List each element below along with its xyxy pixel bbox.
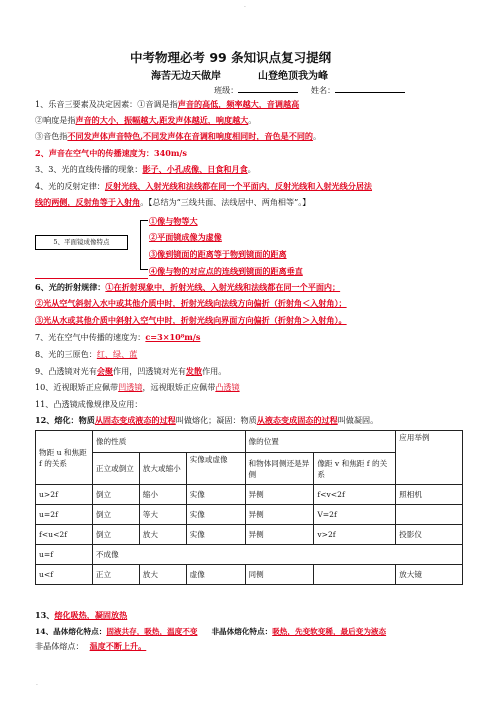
- text-span: 10、近视眼矫正应佩带: [35, 382, 119, 392]
- table-cell: 异侧: [245, 485, 314, 505]
- text-span: 非晶体熔点：: [35, 641, 84, 651]
- name-label: 姓名：: [310, 85, 336, 95]
- text-span: 6、光的折射规律：: [35, 282, 106, 292]
- text-span: 1、乐音三要素及决定因素：①音调是指: [35, 99, 178, 109]
- table-row: [36, 525, 463, 545]
- line-12: [35, 349, 137, 360]
- text-span: 叫做熔化；凝固：物质: [175, 415, 257, 425]
- text-span: 红、绿、蓝: [96, 349, 138, 359]
- table-cell: u=2f: [36, 505, 93, 525]
- line-15: 11、凸透镜成像规律及应用：: [35, 399, 143, 409]
- text-span: 2、声音在空气中的传播速度为：: [35, 148, 154, 158]
- table-cell: 倒立: [92, 505, 139, 525]
- text-span: 声音的大小，振幅越大,距发声体越近，响度越大: [75, 115, 249, 125]
- text-span: 9、凸透镜对光有: [35, 366, 97, 376]
- line-16: [35, 415, 378, 426]
- text-span: 发散: [185, 366, 203, 376]
- text-span: 。【总结为“三线共面、法线居中、两角相等”。】: [140, 197, 311, 207]
- text-span: 作用。: [202, 366, 227, 376]
- table-cell: u=f: [36, 545, 93, 565]
- table-cell: 倒立: [92, 525, 139, 545]
- table-cell: 异侧: [245, 525, 314, 545]
- header-sub: 和物体同侧还是异侧: [245, 453, 314, 485]
- table-cell: 放大: [139, 525, 186, 545]
- header-dot: .: [244, 2, 246, 9]
- table-cell: 放大: [139, 565, 186, 585]
- table-cell: 同侧: [245, 565, 314, 585]
- line-18: [35, 626, 386, 637]
- table-cell: 放大镜: [396, 565, 463, 585]
- line-19: [35, 641, 146, 652]
- text-span: 4、光的反射定律：: [35, 181, 105, 191]
- table-row: [36, 505, 463, 525]
- header-props: 像的性质: [92, 431, 245, 453]
- class-label: 班级：: [214, 85, 239, 95]
- text-span: 从液态变成固态的过程: [256, 415, 338, 425]
- text-span: 。: [248, 115, 257, 125]
- mirror-item-4: ④像与物的对应点的连线到镜面的距离垂直: [149, 266, 303, 276]
- header-uf: 物距 u 和焦距 f 的关系: [36, 431, 93, 485]
- text-span: 叫做凝固。: [337, 415, 379, 425]
- line-13: [35, 366, 226, 377]
- text-span: ①在折射现象中，折射光线、入射光线和法线都在同一个平面内；: [105, 282, 341, 292]
- class-name-row: [214, 84, 405, 96]
- footer-dot: .: [36, 680, 38, 687]
- table-cell: V=2f: [314, 505, 396, 525]
- mirror-underline: [35, 278, 148, 279]
- text-span: 。: [313, 131, 322, 141]
- class-field[interactable]: [238, 84, 298, 93]
- header-sub: 实像或虚像: [186, 453, 245, 485]
- text-span: 影子、小孔成像、日食和月食: [142, 164, 248, 174]
- line-7: [35, 197, 310, 208]
- text-span: 固液共存，吸热，温度不变: [106, 627, 198, 636]
- text-span: 8、光的三原色：: [35, 349, 97, 359]
- header-sub: 像距 v 和焦距 f 的关系: [314, 453, 396, 485]
- table-row: [36, 485, 463, 505]
- text-span: 凸透镜: [215, 382, 240, 392]
- table-cell: 不成像: [92, 545, 462, 565]
- header-sub: 正立或倒立: [92, 453, 139, 485]
- text-span: 不同发声体声音特色,不同发声体在音调和响度相同时，音色是不同的: [67, 131, 314, 141]
- table-cell: u<f: [36, 565, 93, 585]
- text-span: 声音的高低，频率越大，音调越高: [177, 99, 300, 109]
- mirror-item-3: ③像到镜面的距离等于物到镜面的距离: [149, 249, 287, 259]
- text-span: ，远视眼矫正应佩带: [142, 382, 216, 392]
- table-cell: f<v<2f: [314, 485, 396, 505]
- text-span: 非晶体熔化特点：: [211, 627, 273, 636]
- table-cell: v>2f: [314, 525, 396, 545]
- table-cell: f<u<2f: [36, 525, 93, 545]
- text-span: 反射光线、入射光线和法线都在同一个平面内，反射光线和入射光线分居法: [104, 181, 373, 191]
- text-span: ②响度是指: [35, 115, 76, 125]
- table-cell: [396, 505, 463, 525]
- mirror-item-1: ①像与物等大: [149, 216, 198, 226]
- header-sub: 放大或缩小: [139, 453, 186, 485]
- line-9: ②光从空气斜射入水中或其他介质中时，折射光线向法线方向偏折（折射角＜入射角）；: [35, 298, 347, 308]
- table-row: [36, 545, 463, 565]
- line-5: [35, 164, 256, 175]
- line-1: [35, 99, 299, 110]
- line-11: [35, 332, 200, 343]
- text-span: 会聚: [96, 366, 114, 376]
- table-cell: 投影仪: [396, 525, 463, 545]
- line-4: [35, 148, 187, 159]
- line-2: [35, 115, 256, 126]
- line-3: [35, 131, 321, 142]
- text-span: 340m/s: [153, 148, 187, 158]
- mirror-brace: [140, 220, 148, 270]
- table-cell: 虚像: [186, 565, 245, 585]
- lens-table: [35, 430, 463, 585]
- table-cell: 照相机: [396, 485, 463, 505]
- table-cell: 倒立: [92, 485, 139, 505]
- table-cell: 实像: [186, 505, 245, 525]
- page-title: 中考物理必考 99 条知识点复习提纲: [130, 50, 332, 65]
- subtitle-right: 山登绝顶我为峰: [258, 71, 328, 82]
- text-span: c=3×10⁸m/s: [145, 332, 201, 342]
- line-14: [35, 382, 240, 393]
- text-span: 12、熔化：物质: [35, 415, 95, 425]
- text-span: 。: [247, 164, 256, 174]
- table-cell: 正立: [92, 565, 139, 585]
- subtitle-left: 海苦无边天做岸: [151, 71, 221, 82]
- line-17: [35, 610, 127, 621]
- text-span: 13、: [35, 610, 55, 620]
- text-span: 熔化吸热，凝固放热: [54, 610, 128, 620]
- line-8: [35, 282, 340, 293]
- table-cell: 缩小: [139, 485, 186, 505]
- header-pos: 像的位置: [245, 431, 396, 453]
- table-cell: 实像: [186, 525, 245, 545]
- header-app: 应用举例: [396, 431, 463, 485]
- text-span: 凹透镜: [118, 382, 143, 392]
- text-span: 作用，凹透镜对光有: [113, 366, 186, 376]
- table-cell: u>2f: [36, 485, 93, 505]
- table-cell: 异侧: [245, 505, 314, 525]
- text-span: 吸热，先变软变稀，最后变为液态: [272, 627, 387, 636]
- text-span: 从固态变成液态的过程: [94, 415, 176, 425]
- text-span: 温度不断上升。: [89, 641, 147, 651]
- text-span: 3、3、光的直线传播的现象：: [35, 164, 143, 174]
- name-field[interactable]: [335, 84, 405, 93]
- mirror-item-2: ②平面镜成像为虚像: [149, 232, 222, 242]
- text-span: ③音色指: [35, 131, 68, 141]
- line-10: ③光从水或其他介质中斜射入空气中时，折射光线向界面方向偏折（折射角＞入射角）。: [35, 315, 347, 325]
- text-span: 7、光在空气中传播的速度为：: [35, 332, 146, 342]
- text-span: 线的两侧，反射角等于入射角: [35, 197, 141, 207]
- text-span: 14、晶体熔化特点：: [35, 627, 107, 636]
- table-cell: [314, 565, 396, 585]
- table-cell: 实像: [186, 485, 245, 505]
- table-row: [36, 565, 463, 585]
- line-6: [35, 181, 372, 192]
- mirror-box: 5、平面镜成像特点: [35, 235, 128, 250]
- table-cell: 等大: [139, 505, 186, 525]
